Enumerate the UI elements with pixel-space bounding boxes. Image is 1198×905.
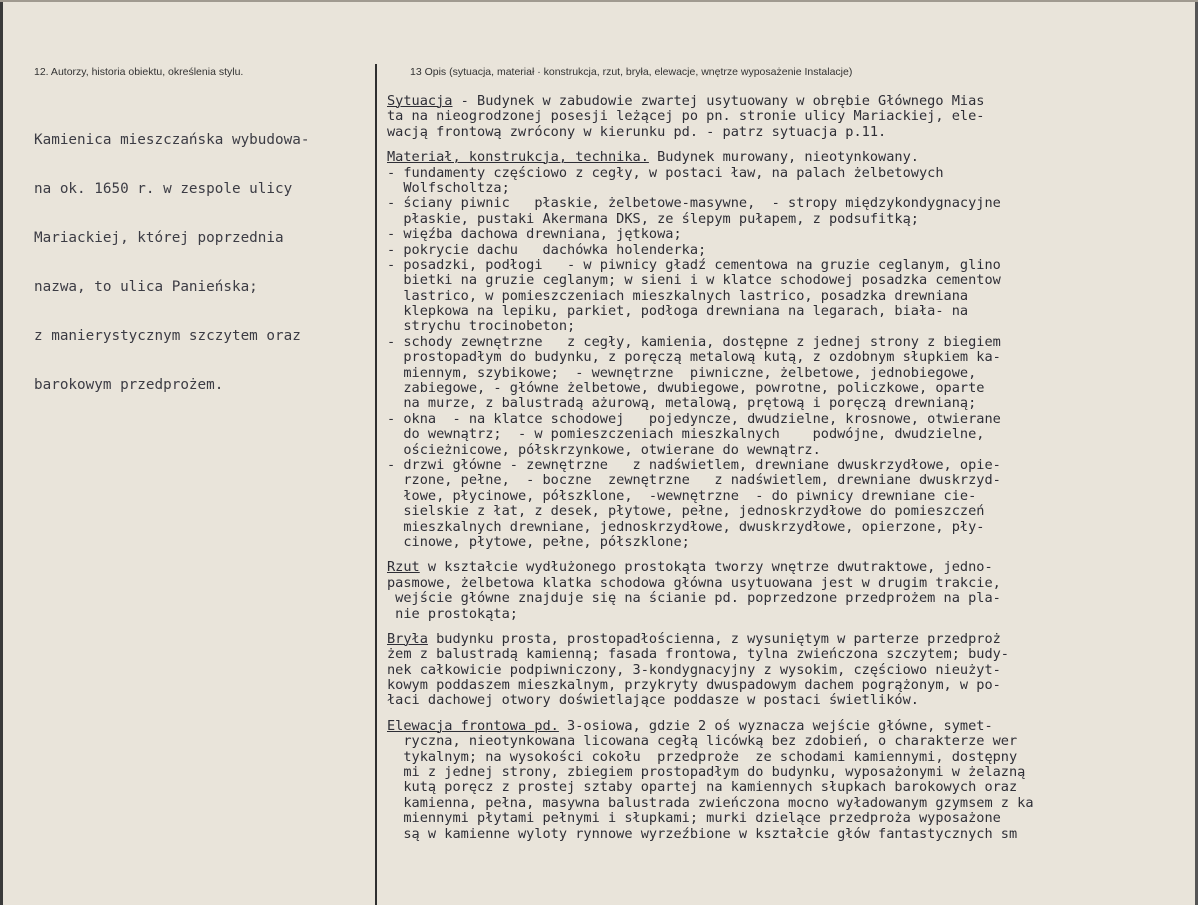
section-text: - Budynek w zabudowie zwartej usytuowany w obrębie Głównego Mias bbox=[452, 93, 985, 109]
text-line: kutą poręcz z prostej sztaby opartej na kamiennych słupkach barokowych oraz bbox=[387, 779, 1018, 796]
left-column-header: 12. Autorzy, historia obiektu, określenia stylu. bbox=[34, 66, 244, 78]
text-line: na ok. 1650 r. w zespole ulicy bbox=[34, 180, 293, 197]
text-line: Mariackiej, której poprzednia bbox=[34, 229, 284, 246]
text-line: - posadzki, podłogi - w piwnicy gładź cementowa na gruzie ceglanym, glino bbox=[387, 256, 1001, 273]
section-heading: Elewacja frontowa pd. bbox=[387, 717, 559, 734]
text-line: - fundamenty częściowo z cegły, w postaci ław, na palach żelbetowych bbox=[387, 164, 944, 181]
section-text: budynku prosta, prostopadłościenna, z wysuniętym w parterze przedproż bbox=[427, 630, 1001, 647]
description-section bbox=[387, 150, 1187, 550]
text-line: nazwa, to ulica Panieńska; bbox=[34, 278, 258, 295]
section-text: 3-osiowa, gdzie 2 oś wyznacza wejście główne, symet- bbox=[558, 717, 993, 734]
text-line: Kamienica mieszczańska wybudowa- bbox=[34, 131, 310, 148]
page-left-edge bbox=[0, 2, 3, 905]
text-line: do wewnątrz; - w pomieszczeniach mieszkalnych podwójne, dwudzielne, bbox=[387, 426, 985, 443]
text-line: żem z balustradą kamienną; fasada frontowa, tylna zwieńczona szczytem; budy- bbox=[387, 646, 1009, 663]
text-line bbox=[387, 719, 1187, 734]
text-line: barokowym przedprożem. bbox=[34, 376, 224, 393]
description-section bbox=[387, 632, 1187, 709]
text-line: wejście główne znajduje się na ścianie pd. poprzedzone przedprożem na pla- bbox=[387, 590, 1001, 607]
text-line: wacją frontową zwrócony w kierunku pd. - patrz sytuacja p.11. bbox=[387, 123, 887, 140]
text-line bbox=[387, 560, 1187, 575]
text-line: ryczna, nieotynkowana licowana cegłą licówką bez zdobień, o charakterze wer bbox=[387, 733, 1018, 750]
text-line: mi z jednej strony, zbiegiem prostopadłym do budynku, wyposażonymi w żelazną bbox=[387, 764, 1026, 781]
text-line: klepkowa na lepiku, parkiet, podłoga drewniana na legarach, biała- na bbox=[387, 303, 969, 320]
text-line: cinowe, płytowe, pełne, półszklone; bbox=[387, 533, 690, 550]
text-line: prostopadłym do budynku, z poręczą metalową kutą, z ozdobnym słupkiem ka- bbox=[387, 349, 1001, 366]
text-line: miennymi płytami pełnymi i słupkami; murki dzielące przedproża wyposażone bbox=[387, 810, 1001, 827]
text-line: lastrico, w pomieszczeniach mieszkalnych lastrico, posadzka drewniana bbox=[387, 287, 969, 304]
section-heading: Materiał, konstrukcja, technika. bbox=[387, 149, 649, 166]
text-line: nek całkowicie podpiwniczony, 3-kondygnacyjny z wysokim, częściowo nieużyt- bbox=[387, 661, 1001, 678]
text-line: mieszkalnych drewniane, jednoskrzydłowe, dwuskrzydłowe, opierzone, pły- bbox=[387, 518, 985, 535]
description-section bbox=[387, 94, 1187, 140]
text-line: sielskie z łat, z desek, płytowe, pełne, jednoskrzydłowe do pomieszczeń bbox=[387, 503, 985, 520]
column-divider bbox=[375, 64, 377, 905]
text-line: pasmowe, żelbetowa klatka schodowa główna usytuowana jest w drugim trakcie, bbox=[387, 574, 1001, 591]
text-line: - okna - na klatce schodowej pojedyncze, dwudzielne, krosnowe, otwierane bbox=[387, 410, 1001, 427]
text-line: z manierystycznym szczytem oraz bbox=[34, 327, 301, 344]
text-line: - pokrycie dachu dachówka holenderka; bbox=[387, 241, 707, 258]
section-heading: Bryła bbox=[387, 630, 428, 647]
text-line bbox=[387, 94, 1187, 109]
right-column-header: 13 Opis (sytuacja, materiał · konstrukcja, rzut, bryła, elewacje, wnętrze wyposażenie Instalacje) bbox=[410, 66, 853, 78]
text-line: płaskie, pustaki Akermana DKS, ze ślepym pułapem, z podsufitką; bbox=[387, 210, 919, 227]
text-line: - drzwi główne - zewnętrzne z nadświetlem, drewniane dwuskrzydłowe, opie- bbox=[387, 456, 1001, 473]
text-line: rzone, pełne, - boczne zewnętrzne z nadświetlem, drewniane dwuskrzyd- bbox=[387, 472, 1001, 489]
text-line: ta na nieogrodzonej posesji leżącej po pn. stronie ulicy Mariackiej, ele- bbox=[387, 108, 985, 125]
text-line: bietki na gruzie ceglanym; w sieni i w klatce schodowej posadzka cementow bbox=[387, 272, 1001, 289]
text-line: - ściany piwnic płaskie, żelbetowe-masywne, - stropy międzykondygnacyjne bbox=[387, 195, 1001, 212]
text-line: nie prostokąta; bbox=[387, 605, 518, 622]
text-line bbox=[387, 150, 1187, 165]
text-line: zabiegowe, - główne żelbetowe, dwubiegowe, powrotne, policzkowe, oparte bbox=[387, 380, 985, 397]
text-line: kowym poddaszem mieszkalnym, przykryty dwuspadowym dachem pogrążonym, w po- bbox=[387, 677, 1001, 694]
text-line: łowe, płycinowe, półszklone, -wewnętrzne - do piwnicy drewniane cie- bbox=[387, 487, 977, 504]
text-line: Wolfscholtza; bbox=[387, 179, 510, 196]
text-line: tykalnym; na wysokości cokołu przedproże ze schodami kamiennymi, dostępny bbox=[387, 748, 1018, 765]
section-heading: Sytuacja bbox=[387, 93, 453, 109]
section-text: w kształcie wydłużonego prostokąta tworzy wnętrze dwutraktowe, jedno- bbox=[419, 559, 993, 576]
text-line: kamienna, pełna, masywna balustrada zwieńczona mocno wyładowanym gzymsem z ka bbox=[387, 794, 1034, 811]
left-column-text bbox=[34, 98, 364, 426]
text-line: strychu trocinobeton; bbox=[387, 318, 576, 335]
text-line: - schody zewnętrzne z cegły, kamienia, dostępne z jednej strony z biegiem bbox=[387, 333, 1001, 350]
text-line: miennym, szybikowe; - wewnętrzne piwniczne, żelbetowe, jednobiegowe, bbox=[387, 364, 977, 381]
description-column bbox=[387, 94, 1187, 852]
text-line: łaci dachowej otwory doświetlające poddasze w postaci świetlików. bbox=[387, 692, 919, 709]
text-line: - więźba dachowa drewniana, jętkowa; bbox=[387, 226, 682, 243]
section-text: Budynek murowany, nieotynkowany. bbox=[648, 149, 919, 166]
description-section bbox=[387, 719, 1187, 842]
text-line: ościeżnicowe, półskrzynkowe, otwierane do wewnątrz. bbox=[387, 441, 821, 458]
section-heading: Rzut bbox=[387, 559, 420, 576]
text-line bbox=[387, 632, 1187, 647]
text-line: są w kamienne wyloty rynnowe wyrzeźbione w kształcie głów fantastycznych sm bbox=[387, 825, 1018, 842]
text-line: na murze, z balustradą ażurową, metalową, prętową i poręczą drewnianą; bbox=[387, 395, 977, 412]
description-section bbox=[387, 560, 1187, 622]
